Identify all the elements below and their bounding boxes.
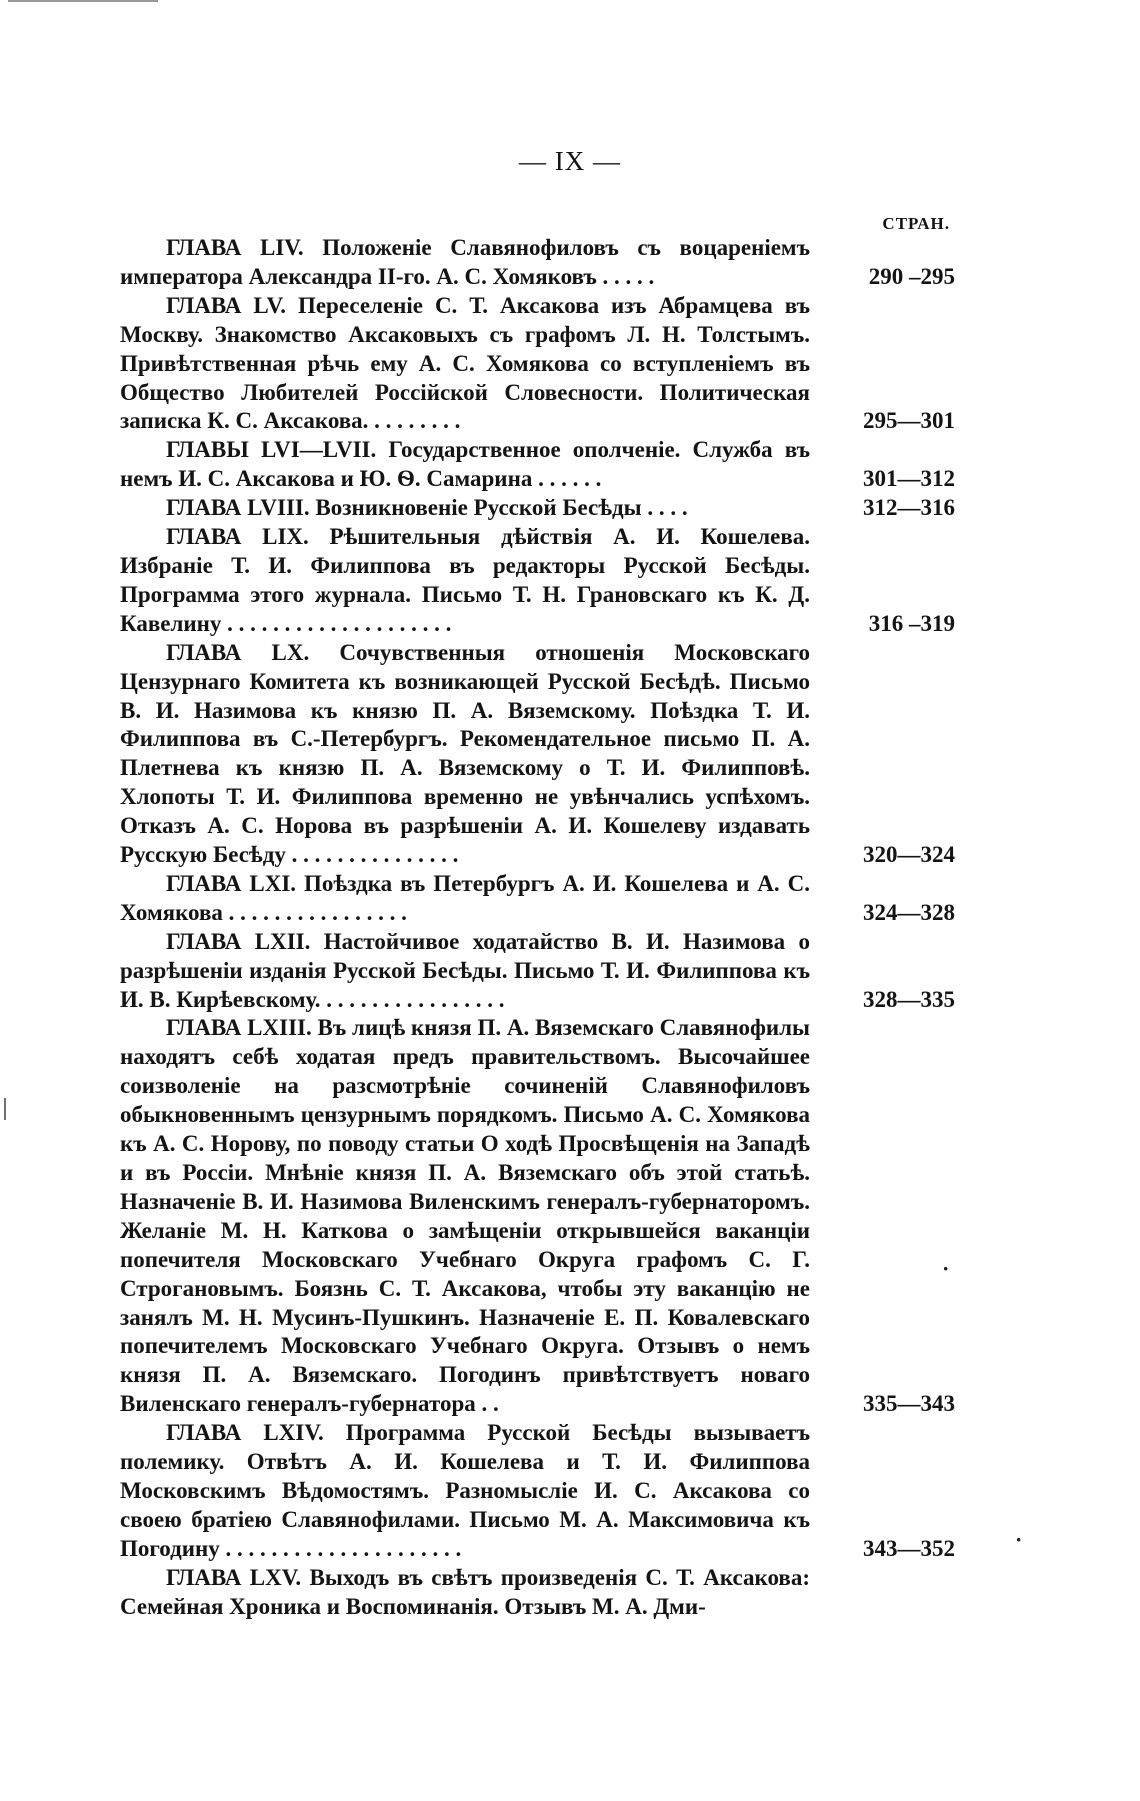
- chapter-description: Сочувственныя отношенія Московскаго Цензурнаго Комитета къ возникающей Русской Бесѣдѣ. Письмо В. И. Назимова къ князю П. А. Вяземскому. Поѣздка Т. И. Филиппова въ С.-Петербургъ. Рекомендательное письмо П. А. Плетнева къ князю П. А. Вяземскому о Т. И. Филипповѣ. Хлопоты Т. И. Филиппова временно не увѣнчались успѣхомъ. Отказъ А. С. Норова въ разрѣшеніи А. И. Кошелеву издавать Русскую Бесѣду: [120, 639, 810, 868]
- toc-entry: [120, 639, 955, 870]
- chapter-description: Переселеніе С. Т. Аксакова изъ Абрамцева въ Москву. Знакомство Аксаковыхъ съ графомъ Л. Н. Толстымъ. Привѣтственная рѣчь ему А. С. Хомякова со вступленіемъ въ Общество Любителей Россійской Словесности. Политическая записка К. С. Аксакова: [120, 292, 810, 434]
- pages-column-header: СТРАН.: [882, 214, 950, 233]
- toc-entry: [120, 1564, 955, 1622]
- entry-text: [120, 639, 810, 870]
- chapter-description: Государственное ополченіе. Служба въ немъ И. С. Аксакова и Ю. Ѳ. Самарина: [120, 437, 810, 492]
- chapter-label: ГЛАВА LX.: [166, 639, 310, 665]
- margin-mark: [4, 1098, 6, 1120]
- entry-text: [120, 234, 810, 292]
- scan-edge-mark: [8, 0, 158, 6]
- chapter-label: ГЛАВА LIV.: [166, 235, 304, 260]
- dot-leader: . . . . . . . . . . . . . . . .: [222, 899, 407, 925]
- stray-mark: ·: [942, 1256, 950, 1281]
- page-number: — IX —: [519, 146, 621, 176]
- entry-text: [120, 1419, 810, 1564]
- chapter-label: ГЛАВА LIX.: [166, 524, 309, 550]
- entry-text: [120, 523, 810, 639]
- page-range: 316 –319: [868, 610, 955, 636]
- page-range: 290 –295: [868, 263, 955, 289]
- toc-entry: [120, 1014, 955, 1419]
- dot-leader: . .: [475, 1391, 499, 1417]
- chapter-description: Рѣшительныя дѣйствія А. И. Кошелева. Избраніе Т. И. Филиппова въ редакторы Русской Бесѣды. Программа этого журнала. Письмо Т. Н. Грановскаго къ К. Д. Кавелину: [120, 524, 810, 636]
- chapter-description: Программа Русской Бесѣды вызываетъ полемику. Отвѣтъ А. И. Кошелева и Т. И. Филиппова Московскимъ Вѣдомостямъ. Разномысліе И. С. Аксакова со своею братіею Славянофилами. Письмо М. А. Максимовича къ Погодину: [120, 1420, 810, 1561]
- toc-entry: [120, 436, 955, 494]
- page-range: 312—316: [863, 495, 955, 521]
- toc-entry: [120, 494, 955, 523]
- page-range: 335—343: [863, 1391, 955, 1417]
- chapter-description: Настойчивое ходатайство В. И. Назимова о разрѣшеніи изданія Русской Бесѣды. Письмо Т. И. Филиппова къ И. В. Кирѣевскому.: [120, 928, 810, 1012]
- toc-entry: [120, 292, 955, 437]
- dot-leader: . . . . . . . . .: [362, 408, 461, 434]
- page-range: 328—335: [863, 986, 955, 1012]
- toc-entry: [120, 928, 955, 1015]
- dot-leader: . . . . . . . . . . . . . . . . . . . .: [221, 610, 452, 636]
- dot-leader: . . . .: [641, 495, 688, 521]
- chapter-description: Выходъ въ свѣтъ произведенія С. Т. Аксакова: Семейная Хроника и Воспоминанія. Отзывъ М. А. Дми-: [120, 1564, 810, 1619]
- chapter-description: Положеніе Славянофиловъ съ воцареніемъ императора Александра II-го. А. С. Хомяковъ: [120, 235, 810, 289]
- page-range: 301—312: [863, 466, 955, 492]
- chapter-label: ГЛАВЫ LVI—LVII.: [166, 437, 377, 463]
- entry-text: [120, 436, 810, 494]
- chapter-label: ГЛАВА LXII.: [166, 928, 311, 954]
- dot-leader: . . . . . . . . . . . . . . . . . . . . .: [219, 1535, 462, 1561]
- dot-leader: . . . . .: [596, 263, 655, 289]
- page-range: 320—324: [863, 842, 955, 868]
- chapter-label: ГЛАВА LXIII.: [166, 1015, 312, 1041]
- chapter-label: ГЛАВА LXIV.: [166, 1420, 324, 1446]
- table-of-contents: [120, 234, 955, 1622]
- entry-text: [120, 928, 810, 1015]
- page-range: 324—328: [863, 899, 955, 925]
- chapter-label: ГЛАВА LV.: [166, 292, 286, 318]
- chapter-description: Поѣздка въ Петербургъ А. И. Кошелева и А. С. Хомякова: [120, 870, 810, 925]
- page-range: 343—352: [863, 1535, 955, 1561]
- chapter-label: ГЛАВА LXI.: [166, 870, 297, 896]
- chapter-label: ГЛАВА LVIII.: [166, 495, 310, 521]
- toc-entry: [120, 1419, 955, 1564]
- entry-text: [120, 1014, 810, 1419]
- dot-leader: . . . . . .: [532, 466, 602, 492]
- dot-leader: . . . . . . . . . . . . . . .: [285, 842, 459, 868]
- entry-text: [120, 292, 810, 437]
- entry-text: [120, 1564, 810, 1622]
- toc-entry: [120, 870, 955, 928]
- entry-text: [120, 494, 810, 523]
- toc-entry: [120, 234, 955, 292]
- toc-entry: [120, 523, 955, 639]
- page-range: 295—301: [863, 408, 955, 434]
- dot-leader: . . . . . . . . . . . . . . . .: [320, 986, 505, 1012]
- stray-mark: ·: [1015, 1527, 1023, 1552]
- chapter-label: ГЛАВА LXV.: [166, 1564, 302, 1590]
- chapter-description: Въ лицѣ князя П. А. Вяземскаго Славянофилы находятъ себѣ ходатая предъ правительствомъ. Высочайшее соизволеніе на разсмотрѣніе сочиненій Славянофиловъ обыкновеннымъ цензурнымъ порядкомъ. Письмо А. С. Хомякова къ А. С. Норову, по поводу статьи О ходѣ Просвѣщенія на Западѣ и въ Россіи. Мнѣніе князя П. А. Вяземскаго объ этой статьѣ. Назначеніе В. И. Назимова Виленскимъ генералъ-губернаторомъ. Желаніе М. Н. Каткова о замѣщеніи открывшейся ваканціи попечителя Московскаго Учебнаго Округа графомъ С. Г. Строгановымъ. Боязнь С. Т. Аксакова, чтобы эту ваканцію не занялъ М. Н. Мусинъ-Пушкинъ. Назначеніе Е. П. Ковалевскаго попечителемъ Московскаго Учебнаго Округа. Отзывъ о немъ князя П. А. Вяземскаго. Погодинъ привѣтствуетъ новаго Виленскаго генералъ-губернатора: [120, 1015, 811, 1417]
- entry-text: [120, 870, 810, 928]
- chapter-description: Возникновеніе Русской Бесѣды: [315, 495, 642, 521]
